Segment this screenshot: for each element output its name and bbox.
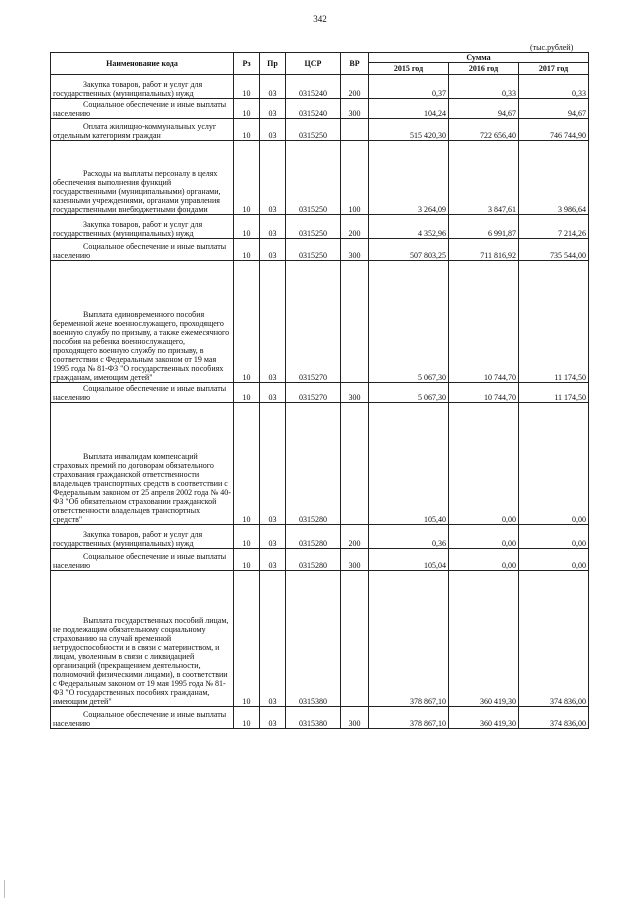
- header-2017: 2017 год: [519, 63, 589, 75]
- row-csr: 0315270: [286, 383, 341, 403]
- row-rz: 10: [234, 571, 260, 707]
- row-pr: 03: [260, 99, 286, 119]
- row-2017: 11 174,50: [519, 383, 589, 403]
- table-row: [51, 75, 589, 99]
- row-name: [51, 261, 234, 383]
- row-2016: 0,00: [449, 403, 519, 525]
- row-2015: 378 867,10: [369, 707, 449, 729]
- row-rz: 10: [234, 525, 260, 549]
- row-2015: 104,24: [369, 99, 449, 119]
- row-2016: 10 744,70: [449, 261, 519, 383]
- row-name-text: Социальное обеспечение и иные выплаты населению: [53, 100, 227, 118]
- row-2017: 735 544,00: [519, 239, 589, 261]
- table-row: [51, 525, 589, 549]
- row-vr: [341, 571, 369, 707]
- units-label: (тыс.рублей): [530, 43, 574, 52]
- row-name: [51, 383, 234, 403]
- row-name: [51, 141, 234, 215]
- row-2015: 4 352,96: [369, 215, 449, 239]
- row-name-text: Социальное обеспечение и иные выплаты населению: [53, 242, 227, 260]
- row-name-text: Закупка товаров, работ и услуг для государственных (муниципальных) нужд: [53, 530, 203, 548]
- row-name: [51, 549, 234, 571]
- row-name: [51, 403, 234, 525]
- row-2015: 3 264,09: [369, 141, 449, 215]
- table-row: [51, 261, 589, 383]
- row-2016: 0,00: [449, 525, 519, 549]
- header-2015: 2015 год: [369, 63, 449, 75]
- header-vr: ВР: [341, 53, 369, 75]
- row-csr: 0315250: [286, 141, 341, 215]
- row-rz: 10: [234, 383, 260, 403]
- row-2016: 3 847,61: [449, 141, 519, 215]
- row-name-text: Закупка товаров, работ и услуг для государственных (муниципальных) нужд: [53, 80, 203, 98]
- table-row: [51, 571, 589, 707]
- row-vr: 300: [341, 383, 369, 403]
- row-pr: 03: [260, 215, 286, 239]
- row-name-text: Социальное обеспечение и иные выплаты населению: [53, 710, 227, 728]
- row-pr: 03: [260, 549, 286, 571]
- row-rz: 10: [234, 99, 260, 119]
- row-pr: 03: [260, 141, 286, 215]
- row-2015: 0,36: [369, 525, 449, 549]
- row-2017: 374 836,00: [519, 707, 589, 729]
- row-pr: 03: [260, 525, 286, 549]
- table-row: [51, 215, 589, 239]
- header-rz: Рз: [234, 53, 260, 75]
- row-vr: [341, 261, 369, 383]
- row-name-text: Социальное обеспечение и иные выплаты населению: [53, 552, 227, 570]
- row-rz: 10: [234, 261, 260, 383]
- row-rz: 10: [234, 403, 260, 525]
- row-2015: 507 803,25: [369, 239, 449, 261]
- row-2015: 515 420,30: [369, 119, 449, 141]
- row-rz: 10: [234, 141, 260, 215]
- row-csr: 0315280: [286, 525, 341, 549]
- table-row: [51, 707, 589, 729]
- row-csr: 0315250: [286, 239, 341, 261]
- row-name: [51, 707, 234, 729]
- row-name: [51, 239, 234, 261]
- row-name: [51, 75, 234, 99]
- row-2016: 360 419,30: [449, 707, 519, 729]
- row-2016: 711 816,92: [449, 239, 519, 261]
- row-rz: 10: [234, 707, 260, 729]
- row-vr: [341, 119, 369, 141]
- row-2015: 105,04: [369, 549, 449, 571]
- header-pr: Пр: [260, 53, 286, 75]
- row-name: [51, 571, 234, 707]
- header-sum: Сумма: [369, 53, 589, 63]
- table-row: [51, 383, 589, 403]
- table-row: [51, 403, 589, 525]
- row-pr: 03: [260, 403, 286, 525]
- row-2017: 0,00: [519, 403, 589, 525]
- row-2015: 5 067,30: [369, 383, 449, 403]
- row-2016: 0,00: [449, 549, 519, 571]
- row-2017: 0,00: [519, 525, 589, 549]
- row-pr: 03: [260, 707, 286, 729]
- row-rz: 10: [234, 119, 260, 141]
- row-name-text: Расходы на выплаты персоналу в целях обеспечения выполнения функций государственными (муниципальными) органами, казенными учреждениями, органами управления государственными внебюджетными фондами: [53, 169, 221, 214]
- row-2016: 10 744,70: [449, 383, 519, 403]
- row-rz: 10: [234, 215, 260, 239]
- row-csr: 0315380: [286, 707, 341, 729]
- row-name-text: Социальное обеспечение и иные выплаты населению: [53, 384, 227, 402]
- row-vr: 300: [341, 549, 369, 571]
- row-vr: [341, 403, 369, 525]
- row-csr: 0315380: [286, 571, 341, 707]
- row-2016: 94,67: [449, 99, 519, 119]
- row-name-text: Выплата единовременного пособия беременной жене военнослужащего, проходящего военную службу по призыву, а также ежемесячного пособия на ребенка военнослужащего, проходящего военную службу по призыву, в соответствии с Федеральным законом от 19 мая 1995 года № 81-ФЗ "О государственных пособиях гражданам, имеющим детей": [53, 310, 230, 382]
- row-name-text: Выплата инвалидам компенсаций страховых премий по договорам обязательного страхования гражданской ответственности владельцев транспортных средств в соответствии с Федеральным законом от 25 апреля 2002 года № 40-ФЗ "Об обязательном страховании гражданской ответственности владельцев транспортных средств": [53, 452, 231, 524]
- row-2016: 0,33: [449, 75, 519, 99]
- row-vr: 200: [341, 525, 369, 549]
- row-2017: 0,33: [519, 75, 589, 99]
- row-pr: 03: [260, 261, 286, 383]
- row-vr: 200: [341, 215, 369, 239]
- row-2017: 0,00: [519, 549, 589, 571]
- row-vr: 300: [341, 707, 369, 729]
- header-csr: ЦСР: [286, 53, 341, 75]
- row-csr: 0315250: [286, 119, 341, 141]
- row-pr: 03: [260, 119, 286, 141]
- row-2016: 360 419,30: [449, 571, 519, 707]
- row-name: [51, 99, 234, 119]
- row-2017: 374 836,00: [519, 571, 589, 707]
- row-pr: 03: [260, 571, 286, 707]
- row-vr: 200: [341, 75, 369, 99]
- row-csr: 0315270: [286, 261, 341, 383]
- row-csr: 0315280: [286, 403, 341, 525]
- row-2016: 6 991,87: [449, 215, 519, 239]
- row-name-text: Оплата жилищно-коммунальных услуг отдельным категориям граждан: [53, 122, 217, 140]
- table-row: [51, 239, 589, 261]
- row-csr: 0315240: [286, 99, 341, 119]
- row-csr: 0315280: [286, 549, 341, 571]
- row-csr: 0315250: [286, 215, 341, 239]
- table-row: [51, 549, 589, 571]
- table-row: [51, 119, 589, 141]
- scan-artifact: [4, 880, 5, 898]
- row-vr: 300: [341, 99, 369, 119]
- row-rz: 10: [234, 239, 260, 261]
- row-2016: 722 656,40: [449, 119, 519, 141]
- row-rz: 10: [234, 549, 260, 571]
- row-2017: 746 744,90: [519, 119, 589, 141]
- row-name: [51, 215, 234, 239]
- page-number: 342: [313, 14, 327, 24]
- budget-table: [50, 52, 589, 729]
- row-2015: 5 067,30: [369, 261, 449, 383]
- row-pr: 03: [260, 239, 286, 261]
- row-vr: 100: [341, 141, 369, 215]
- row-vr: 300: [341, 239, 369, 261]
- row-csr: 0315240: [286, 75, 341, 99]
- row-name: [51, 119, 234, 141]
- row-pr: 03: [260, 383, 286, 403]
- row-2017: 94,67: [519, 99, 589, 119]
- header-name: Наименование кода: [51, 53, 234, 75]
- header-2016: 2016 год: [449, 63, 519, 75]
- row-name-text: Выплата государственных пособий лицам, не подлежащим обязательному социальному страхованию на случай временной нетрудоспособности и в связи с материнством, и лицам, уволенным в связи с ликвидацией организаций (прекращением деятельности, полномочий физическими лицами), в соответствии с Федеральным законом от 19 мая 1995 года № 81-ФЗ "О государственных пособиях гражданам, имеющим детей": [53, 616, 229, 706]
- row-2017: 3 986,64: [519, 141, 589, 215]
- row-2015: 378 867,10: [369, 571, 449, 707]
- row-2015: 105,40: [369, 403, 449, 525]
- row-2015: 0,37: [369, 75, 449, 99]
- row-name-text: Закупка товаров, работ и услуг для государственных (муниципальных) нужд: [53, 220, 203, 238]
- row-2017: 11 174,50: [519, 261, 589, 383]
- row-rz: 10: [234, 75, 260, 99]
- table-row: [51, 141, 589, 215]
- row-name: [51, 525, 234, 549]
- row-pr: 03: [260, 75, 286, 99]
- table-row: [51, 99, 589, 119]
- row-2017: 7 214,26: [519, 215, 589, 239]
